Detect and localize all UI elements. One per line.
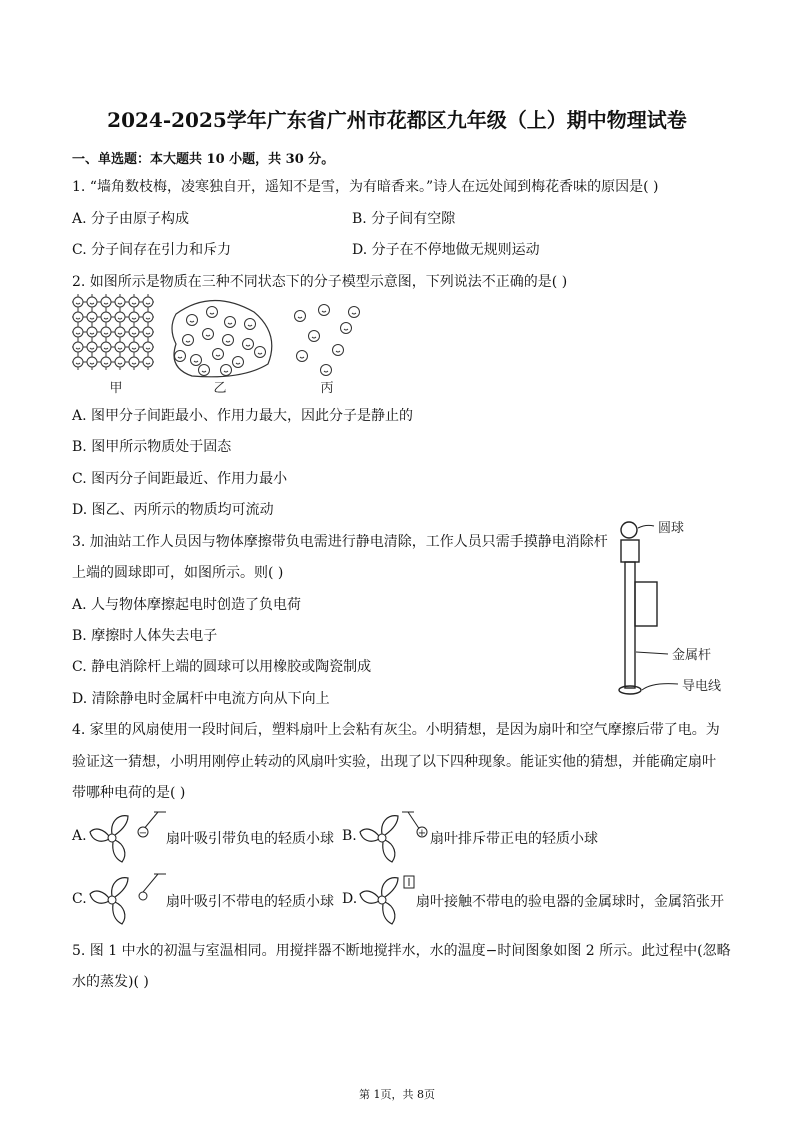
solid-molecule-mark [118, 318, 122, 319]
gas-molecule-mark [344, 329, 348, 330]
gas-molecule [349, 307, 360, 318]
solid-molecule-mark [146, 363, 150, 364]
solid-molecule [101, 357, 111, 367]
solid-molecule-mark [90, 303, 94, 304]
solid-molecule-mark [76, 363, 80, 364]
question-4-option-d: 扇叶接触不带电的验电器的金属球时，金属箔张开 [416, 894, 724, 910]
liquid-molecule-mark [210, 313, 214, 314]
figure-label-yi: 乙 [213, 381, 227, 396]
liquid-molecule-mark [224, 371, 228, 372]
solid-molecule [73, 297, 83, 307]
figure-label-bing: 丙 [320, 381, 334, 396]
gas-molecule-mark [352, 313, 356, 314]
solid-molecule [101, 297, 111, 307]
solid-molecule-mark [118, 333, 122, 334]
solid-molecule-mark [132, 303, 136, 304]
molecule-state-figure [72, 294, 372, 394]
gas-molecule [297, 351, 308, 362]
question-4-option-a: 扇叶吸引带负电的轻质小球 [166, 831, 334, 847]
solid-molecule-mark [146, 348, 150, 349]
solid-molecule [87, 342, 97, 352]
liquid-molecule [199, 365, 210, 376]
solid-molecule [101, 342, 111, 352]
solid-molecule [87, 312, 97, 322]
solid-molecule-mark [146, 333, 150, 334]
solid-molecule [143, 297, 153, 307]
liquid-molecule [187, 315, 198, 326]
solid-molecule-mark [76, 318, 80, 319]
ball-leader-line [638, 525, 654, 528]
solid-molecule-mark [104, 348, 108, 349]
gas-molecule-mark [300, 357, 304, 358]
solid-molecule-mark [146, 318, 150, 319]
gas-molecule-mark [312, 337, 316, 338]
solid-molecule [87, 297, 97, 307]
question-1-stem: 1. “墙角数枝梅，凌寒独自开，遥知不是雪，为有暗香来。”诗人在远处闻到梅花香味的原因是( ) [72, 179, 659, 195]
liquid-molecule [203, 329, 214, 340]
liquid-molecule [225, 317, 236, 328]
question-4-option-b-letter: B. [342, 828, 357, 844]
question-1-option-a: A. 分子由原子构成 [72, 211, 190, 227]
solid-molecule-mark [104, 318, 108, 319]
solid-molecule-mark [90, 318, 94, 319]
liquid-molecule-mark [228, 323, 232, 324]
solid-molecule [73, 312, 83, 322]
solid-molecule [143, 327, 153, 337]
solid-molecule-mark [90, 363, 94, 364]
solid-molecule-mark [132, 318, 136, 319]
solid-molecule-mark [132, 333, 136, 334]
liquid-molecule-mark [246, 345, 250, 346]
solid-molecule [129, 342, 139, 352]
solid-molecule [143, 312, 153, 322]
solid-molecule-mark [104, 333, 108, 334]
liquid-molecule [233, 357, 244, 368]
question-3-option-b: B. 摩擦时人体失去电子 [72, 628, 218, 644]
solid-molecule [101, 312, 111, 322]
question-4-option-d-letter: D. [342, 891, 358, 907]
solid-molecule [115, 312, 125, 322]
gas-molecule [321, 365, 332, 376]
liquid-molecule [255, 347, 266, 358]
liquid-molecule [207, 307, 218, 318]
charge-plus-sign: + [417, 828, 427, 839]
question-4-stem-line2: 验证这一猜想，小明用刚停止转动的风扇叶实验，出现了以下四种现象。能证实他的猜想，并能确定扇叶 [72, 754, 716, 770]
solid-molecule-mark [118, 303, 122, 304]
gas-molecule [319, 305, 330, 316]
rod-cap [621, 540, 639, 562]
fan-ball-figure-a [88, 808, 168, 868]
solid-molecule [101, 327, 111, 337]
liquid-molecule-mark [226, 341, 230, 342]
liquid-molecule-mark [194, 361, 198, 362]
page-title: 2024-2025学年广东省广州市花都区九年级（上）期中物理试卷 [107, 108, 687, 132]
solid-molecule-mark [76, 348, 80, 349]
sphere-ball [621, 522, 637, 538]
wire-leader-line [642, 684, 678, 690]
question-3-option-c: C. 静电消除杆上端的圆球可以用橡胶或陶瓷制成 [72, 659, 372, 675]
gas-molecule-mark [324, 371, 328, 372]
solid-molecule-mark [132, 363, 136, 364]
solid-molecule-mark [132, 348, 136, 349]
question-1-option-b: B. 分子间有空隙 [352, 211, 456, 227]
figure-label-jia: 甲 [109, 381, 123, 396]
question-1-option-c: C. 分子间存在引力和斥力 [72, 242, 232, 258]
liquid-molecule [191, 355, 202, 366]
question-2-option-c: C. 图丙分子间距最近、作用力最小 [72, 471, 288, 487]
solid-molecule [115, 357, 125, 367]
solid-molecule-mark [90, 333, 94, 334]
solid-molecule-mark [146, 303, 150, 304]
solid-molecule [129, 357, 139, 367]
solid-molecule-mark [76, 303, 80, 304]
liquid-molecule [243, 339, 254, 350]
gas-molecule [309, 331, 320, 342]
liquid-molecule-mark [202, 371, 206, 372]
gas-molecule-mark [336, 351, 340, 352]
static-eliminator-figure [612, 518, 752, 708]
question-3-stem-line1: 3. 加油站工作人员因与物体摩擦带负电需进行静电清除，工作人员只需手摸静电消除杆 [72, 534, 608, 550]
liquid-molecule [221, 365, 232, 376]
ball-string-c [143, 874, 158, 892]
metal-rod [625, 562, 635, 688]
solid-molecule [143, 342, 153, 352]
solid-molecule [129, 312, 139, 322]
solid-molecule [129, 327, 139, 337]
question-2-option-a: A. 图甲分子间距最小、作用力最大，因此分子是静止的 [72, 408, 414, 424]
gas-molecules [295, 305, 360, 376]
liquid-molecule-mark [258, 353, 262, 354]
fan-ball-figure-b [358, 808, 438, 868]
question-2-stem: 2. 如图所示是物质在三种不同状态下的分子模型示意图，下列说法不正确的是( ) [72, 274, 568, 290]
label-ball: 圆球 [658, 521, 685, 536]
gas-molecule-mark [322, 311, 326, 312]
liquid-molecule [245, 319, 256, 330]
liquid-molecule [213, 349, 224, 360]
liquid-molecule-mark [236, 363, 240, 364]
question-2-option-d: D. 图乙、丙所示的物质均可流动 [72, 502, 274, 518]
liquid-molecule-mark [190, 321, 194, 322]
liquid-molecule-mark [206, 335, 210, 336]
question-5-stem-line2: 水的蒸发)( ) [72, 974, 149, 990]
question-4-option-c-letter: C. [72, 891, 87, 907]
solid-molecule [115, 327, 125, 337]
liquid-molecule [183, 335, 194, 346]
solid-molecule-mark [104, 303, 108, 304]
page-footer: 第 1页，共 8页 [359, 1088, 435, 1101]
liquid-molecule [223, 335, 234, 346]
solid-molecule-mark [118, 348, 122, 349]
question-1-option-d: D. 分子在不停地做无规则运动 [352, 242, 540, 258]
gas-molecule [333, 345, 344, 356]
solid-molecule-mark [76, 333, 80, 334]
solid-molecule [73, 327, 83, 337]
question-4-stem-line3: 带哪种电荷的是( ) [72, 785, 186, 801]
fan-ball-figure-c [88, 870, 168, 930]
liquid-molecule-mark [186, 341, 190, 342]
ball-c [139, 892, 147, 900]
question-2-option-b: B. 图甲所示物质处于固态 [72, 439, 232, 455]
gas-molecule [295, 311, 306, 322]
rod-leader-line [636, 652, 668, 654]
solid-molecule [87, 327, 97, 337]
solid-molecule [73, 357, 83, 367]
solid-molecule [115, 297, 125, 307]
gas-molecule [341, 323, 352, 334]
solid-lattice-diagram [72, 294, 154, 370]
charge-minus-sign: − [138, 828, 148, 839]
question-3-stem-line2: 上端的圆球即可，如图所示。则( ) [72, 565, 284, 581]
solid-molecule-mark [104, 363, 108, 364]
solid-molecule [143, 357, 153, 367]
solid-molecule-mark [90, 348, 94, 349]
solid-molecule [73, 342, 83, 352]
question-3-option-d: D. 清除静电时金属杆中电流方向从下向上 [72, 691, 330, 707]
liquid-molecule-mark [248, 325, 252, 326]
solid-molecule-mark [118, 363, 122, 364]
liquid-molecule-mark [178, 357, 182, 358]
label-ground-wire: 导电线 [682, 679, 722, 694]
liquid-molecules [175, 307, 266, 376]
solid-molecule [115, 342, 125, 352]
solid-molecule [87, 357, 97, 367]
section-heading: 一、单选题：本大题共 10 小题，共 30 分。 [72, 152, 335, 167]
label-metal-rod: 金属杆 [672, 648, 712, 663]
question-4-option-b: 扇叶排斥带正电的轻质小球 [430, 831, 598, 847]
liquid-molecule-mark [216, 355, 220, 356]
liquid-molecule [175, 351, 186, 362]
question-3-option-a: A. 人与物体摩擦起电时创造了负电荷 [72, 597, 302, 613]
question-5-stem-line1: 5. 图 1 中水的初温与室温相同。用搅拌器不断地搅拌水，水的温度−时间图象如图 2 所示。此过程中(忽略 [72, 943, 731, 959]
question-4-option-c: 扇叶吸引不带电的轻质小球 [166, 894, 334, 910]
question-4-option-a-letter: A. [72, 828, 87, 844]
solid-molecule [129, 297, 139, 307]
question-4-stem-line1: 4. 家里的风扇使用一段时间后，塑料扇叶上会粘有灰尘。小明猜想，是因为扇叶和空气摩擦后带了电。为 [72, 722, 720, 738]
rod-sign-plate [635, 582, 657, 626]
gas-molecule-mark [298, 317, 302, 318]
rod-base [619, 686, 641, 694]
